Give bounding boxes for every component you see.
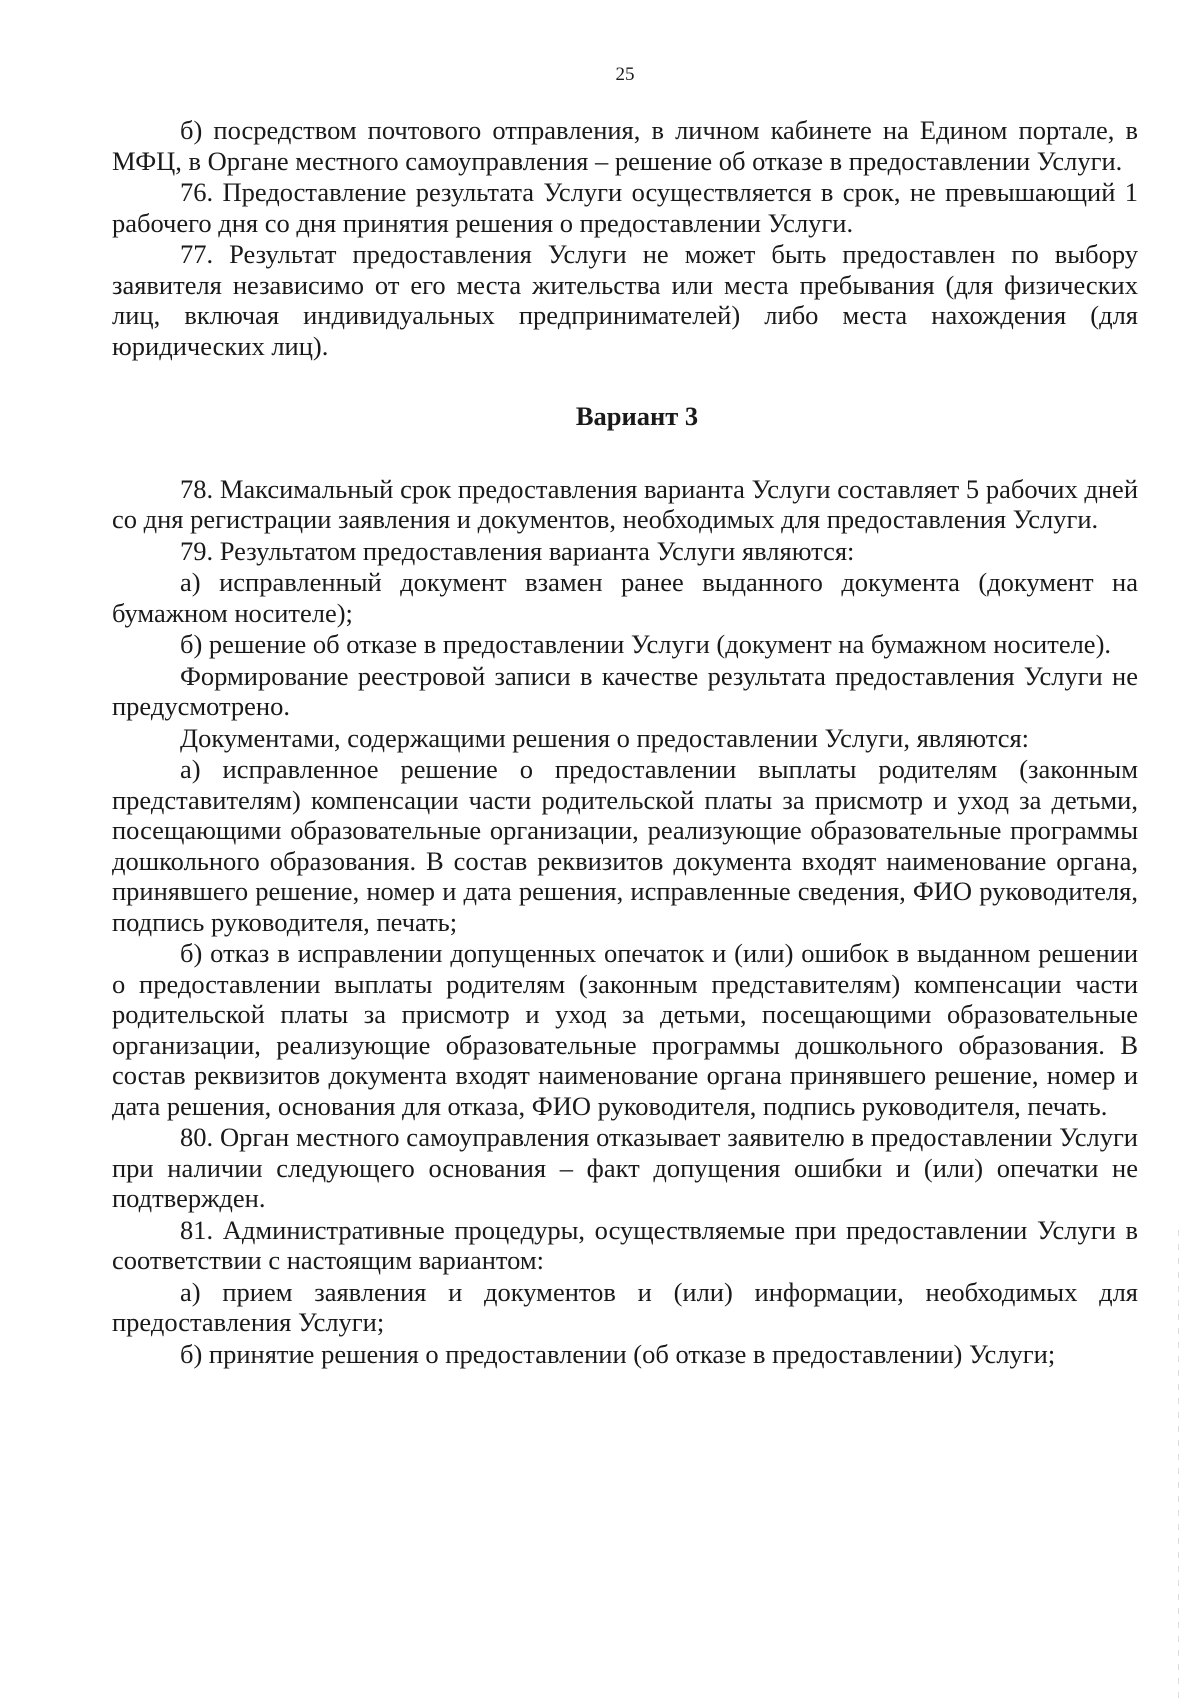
- paragraph-documents-a: а) исправленное решение о предоставлении выплаты родителям (законным представителям) компенсации части родительской платы за присмотр и уход за детьми, посещающими образовательные организации, реализующие образовательные программы дошкольного образования. В состав реквизитов документа входят наименование органа, принявшего решение, номер и дата решения, исправленные сведения, ФИО руководителя, подпись руководителя, печать;: [112, 754, 1138, 937]
- paragraph-81: 81. Административные процедуры, осуществляемые при предоставлении Услуги в соответствии с настоящим вариантом:: [112, 1214, 1138, 1275]
- paragraph-79b: б) решение об отказе в предоставлении Услуги (документ на бумажном носителе).: [180, 629, 1112, 659]
- paragraph-81b: б) принятие решения о предоставлении (об отказе в предоставлении) Услуги;: [180, 1338, 1056, 1369]
- page-number: 25: [615, 64, 635, 85]
- paragraph-77: 77. Результат предоставления Услуги не может быть предоставлен по выбору заявителя независимо от его места жительства или места пребывания (для физических лиц, включая индивидуальных предпринимателей) либо места нахождения (для юридических лиц).: [112, 239, 1138, 361]
- document-body: [112, 114, 1138, 1369]
- paragraph-80: 80. Орган местного самоуправления отказывает заявителю в предоставлении Услуги при наличии следующего основания – факт допущения ошибки и (или) опечатки не подтвержден.: [112, 1122, 1138, 1213]
- paragraph-78: 78. Максимальный срок предоставления варианта Услуги составляет 5 рабочих дней со дня регистрации заявления и документов, необходимых для предоставления Услуги.: [112, 473, 1138, 534]
- paragraph-76: 76. Предоставление результата Услуги осуществляется в срок, не превышающий 1 рабочего дня со дня принятия решения о предоставлении Услуги.: [112, 177, 1138, 238]
- section-heading: Вариант 3: [575, 401, 699, 431]
- paragraph-79a: а) исправленный документ взамен ранее выданного документа (документ на бумажном носителе);: [112, 567, 1138, 628]
- paragraph-registry-note: Формирование реестровой записи в качестве результата предоставления Услуги не предусмотрено.: [112, 660, 1138, 721]
- paragraph-81a: а) прием заявления и документов и (или) информации, необходимых для предоставления Услуги;: [112, 1276, 1138, 1337]
- scan-edge-artifact: [1178, 1230, 1179, 1700]
- paragraph-documents-b: б) отказ в исправлении допущенных опечаток и (или) ошибок в выданном решении о предоставлении выплаты родителям (законным представителям) компенсации части родительской платы за присмотр и уход за детьми, посещающими образовательные организации, реализующие образовательные программы дошкольного образования. В состав реквизитов документа входят наименование органа принявшего решение, номер и дата решения, основания для отказа, ФИО руководителя, подпись руководителя, печать.: [112, 938, 1138, 1121]
- paragraph-documents-intro: Документами, содержащими решения о предоставлении Услуги, являются:: [180, 722, 1030, 753]
- paragraph-79: 79. Результатом предоставления варианта Услуги являются:: [180, 535, 855, 566]
- paragraph-75b: б) посредством почтового отправления, в личном кабинете на Едином портале, в МФЦ, в Органе местного самоуправления – решение об отказе в предоставлении Услуги.: [112, 115, 1138, 176]
